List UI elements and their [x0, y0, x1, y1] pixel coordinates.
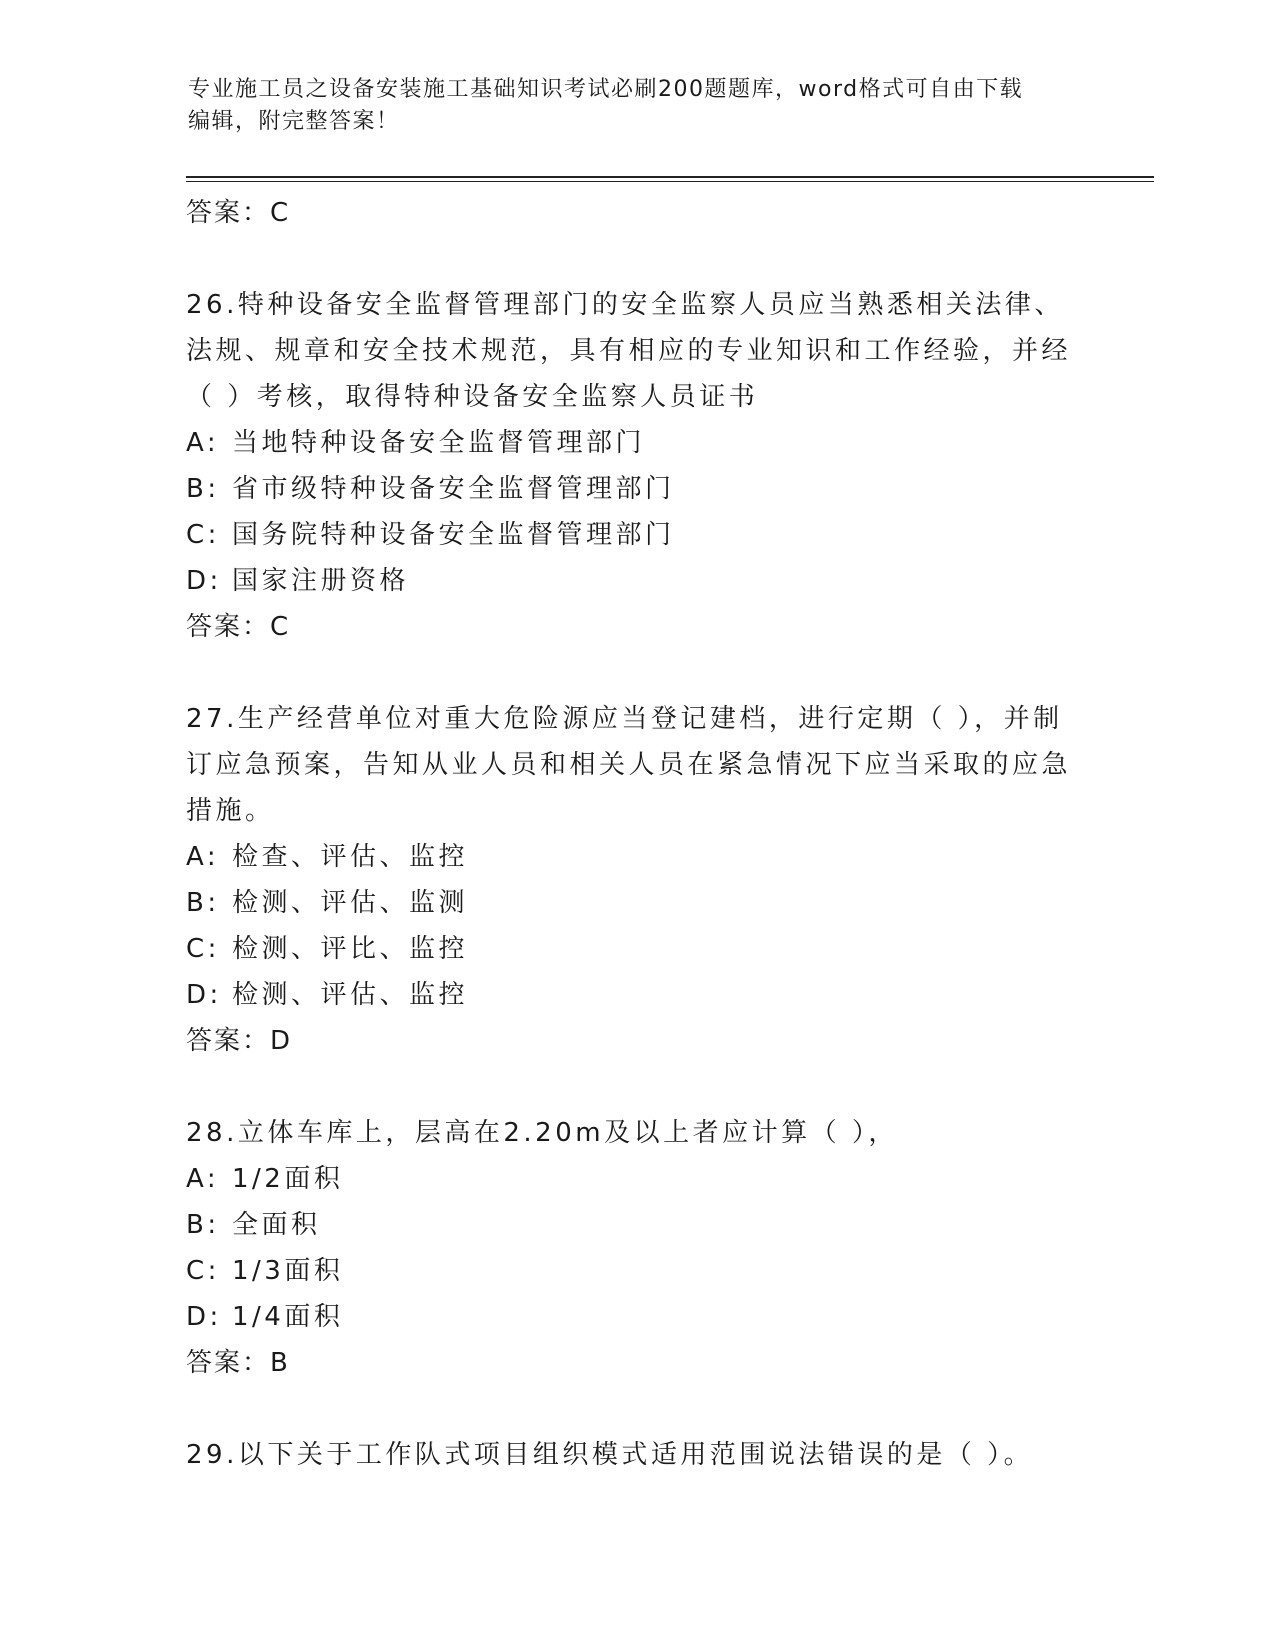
answer-line: 答案：C — [186, 612, 291, 642]
option-a — [186, 420, 1086, 466]
question-27 — [186, 696, 1086, 1064]
option-text: 省市级特种设备安全监督管理部门 — [232, 474, 675, 504]
option-c — [186, 1248, 1086, 1294]
option-b — [186, 880, 1086, 926]
option-d — [186, 1294, 1086, 1340]
spacer — [186, 1064, 1086, 1110]
answer-line: 答案：B — [186, 1348, 290, 1378]
option-label: D: — [186, 566, 222, 596]
answer-line: 答案：D — [186, 1026, 293, 1056]
header-line-2: 编辑，附完整答案！ — [188, 109, 400, 134]
option-b — [186, 466, 1086, 512]
question-stem: 26.特种设备安全监督管理部门的安全监察人员应当熟悉相关法律、法规、规章和安全技术规范，具有相应的专业知识和工作经验，并经（ ）考核，取得特种设备安全监察人员证书 — [186, 290, 1072, 412]
spacer — [186, 236, 1086, 282]
page-header — [188, 74, 1068, 138]
option-label: B: — [186, 888, 220, 918]
spacer — [186, 1386, 1086, 1432]
option-label: D: — [186, 1302, 222, 1332]
question-stem: 28.立体车库上，层高在2.20m及以上者应计算（ ）， — [186, 1118, 898, 1148]
option-text: 1/2面积 — [232, 1164, 344, 1194]
option-text: 检查、评估、监控 — [232, 842, 469, 872]
option-label: A: — [186, 842, 220, 872]
option-text: 国务院特种设备安全监督管理部门 — [232, 520, 675, 550]
option-a — [186, 834, 1086, 880]
question-stem: 29.以下关于工作队式项目组织模式适用范围说法错误的是（ ）。 — [186, 1440, 1034, 1470]
option-c — [186, 512, 1086, 558]
header-line-1: 专业施工员之设备安装施工基础知识考试必刷200题题库，word格式可自由下载 — [188, 77, 1024, 102]
question-26 — [186, 282, 1086, 650]
option-text: 检测、评估、监控 — [232, 980, 469, 1010]
option-text: 检测、评比、监控 — [232, 934, 469, 964]
header-divider — [186, 176, 1154, 182]
option-d — [186, 972, 1086, 1018]
option-label: A: — [186, 428, 220, 458]
option-a — [186, 1156, 1086, 1202]
option-label: B: — [186, 1210, 220, 1240]
document-body — [186, 190, 1086, 1478]
option-text: 检测、评估、监测 — [232, 888, 469, 918]
option-text: 1/3面积 — [232, 1256, 344, 1286]
question-stem: 27.生产经营单位对重大危险源应当登记建档，进行定期（ ），并制订应急预案，告知从业人员和相关人员在紧急情况下应当采取的应急措施。 — [186, 704, 1072, 826]
question-29 — [186, 1432, 1086, 1478]
option-d — [186, 558, 1086, 604]
answer-line-q25: 答案：C — [186, 198, 291, 228]
option-label: C: — [186, 1256, 220, 1286]
option-text: 1/4面积 — [232, 1302, 344, 1332]
option-text: 国家注册资格 — [232, 566, 410, 596]
question-28 — [186, 1110, 1086, 1386]
option-text: 当地特种设备安全监督管理部门 — [232, 428, 646, 458]
spacer — [186, 650, 1086, 696]
option-label: D: — [186, 980, 222, 1010]
option-text: 全面积 — [232, 1210, 321, 1240]
option-label: C: — [186, 934, 220, 964]
option-c — [186, 926, 1086, 972]
option-label: A: — [186, 1164, 220, 1194]
option-label: C: — [186, 520, 220, 550]
option-b — [186, 1202, 1086, 1248]
option-label: B: — [186, 474, 220, 504]
